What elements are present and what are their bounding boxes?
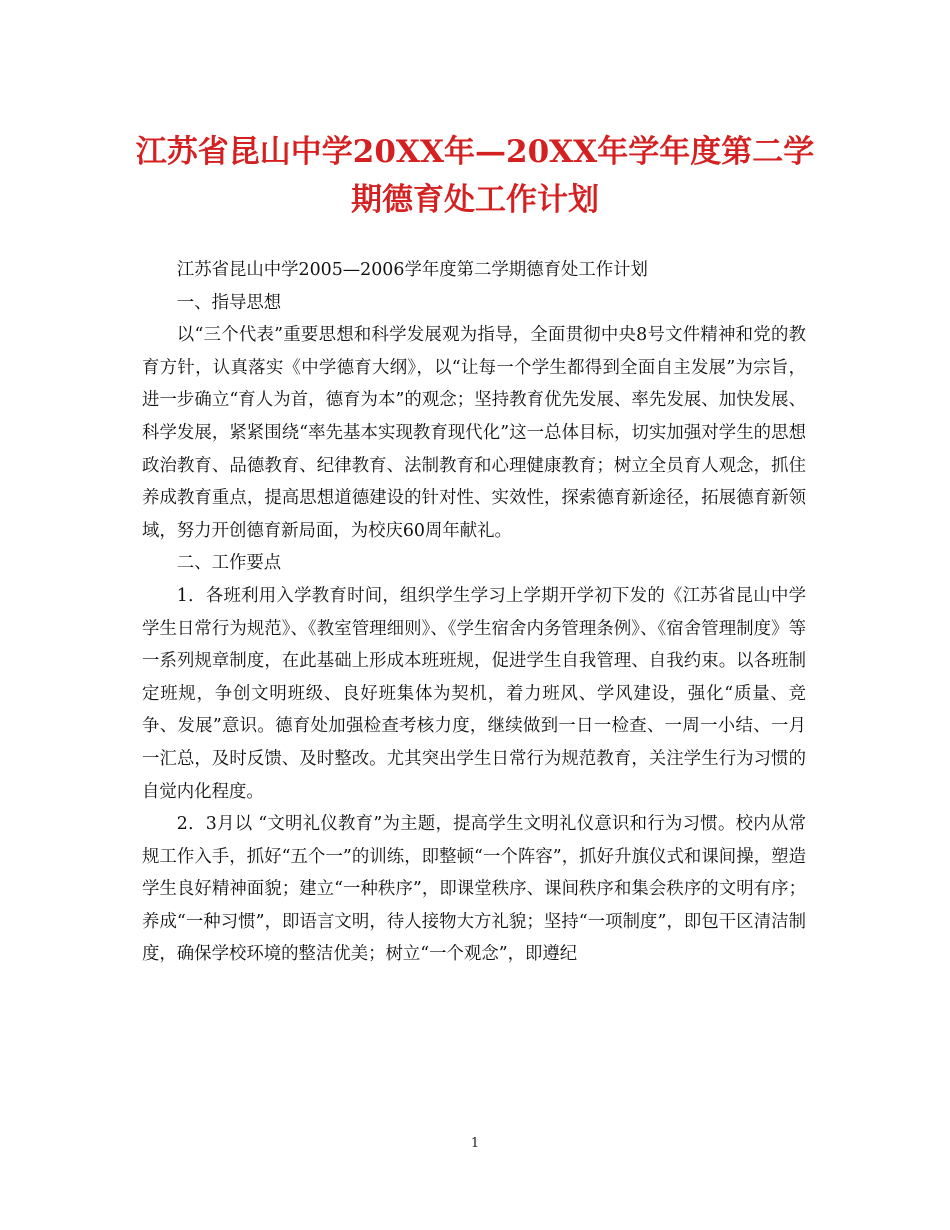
section-heading-work-points: 二、工作要点 [176,553,282,574]
paragraph-subtitle: 江苏省昆山中学2005—2006学年度第二学期德育处工作计划 [176,260,648,280]
document-title: 江苏省昆山中学20XX年—20XX年学年度第二学期德育处工作计划 [135,134,815,218]
paragraph-point-1: 1．各班利用入学教育时间，组织学生学习上学期开学初下发的《江苏省昆山中学学生日常行为规范》、《教室管理细则》、《学生宿舍内务管理条例》、《宿舍管理制度》等一系列规章制度，在此基础上形成本班班规，促进学生自我管理、自我约束。以各班制定班规，争创文明班级、良好班集体为契机，着力班风、学风建设，强化“质量、竞争、发展”意识。德育处加强检查考核力度，继续做到一日一检查、一周一小结、一月一汇总，及时反馈、及时整改。尤其突出学生日常行为规范教育，关注学生行为习惯的自觉内化程度。 [142,585,806,802]
page-number: 1 [470,1136,480,1151]
document-body [142,254,806,971]
paragraph-guiding-thought: 以“三个代表”重要思想和科学发展观为指导，全面贯彻中央8号文件精神和党的教育方针，认真落实《中学德育大纲》，以“让每一个学生都得到全面自主发展”为宗旨，进一步确立“育人为首，德育为本”的观念；坚持教育优先发展、率先发展、加快发展、科学发展，紧紧围绕“率先基本实现教育现代化”这一总体目标，切实加强对学生的思想政治教育、品德教育、纪律教育、法制教育和心理健康教育；树立全员育人观念，抓住养成教育重点，提高思想道德建设的针对性、实效性，探索德育新途径，拓展德育新领域，努力开创德育新局面，为校庆60周年献礼。 [142,325,806,541]
paragraph-point-2: 2．3月以 “文明礼仪教育”为主题，提高学生文明礼仪意识和行为习惯。校内从常规工作入手，抓好“五个一”的训练，即整顿“一个阵容”，抓好升旗仪式和课间操，塑造学生良好精神面貌；建立“一种秩序”，即课堂秩序、课间秩序和集会秩序的文明有序；养成“一种习惯”，即语言文明，待人接物大方礼貌；坚持“一项制度”，即包干区清洁制度，确保学校环境的整洁优美；树立“一个观念”，即遵纪 [142,814,806,965]
section-heading-guiding-thought: 一、指导思想 [176,292,282,313]
